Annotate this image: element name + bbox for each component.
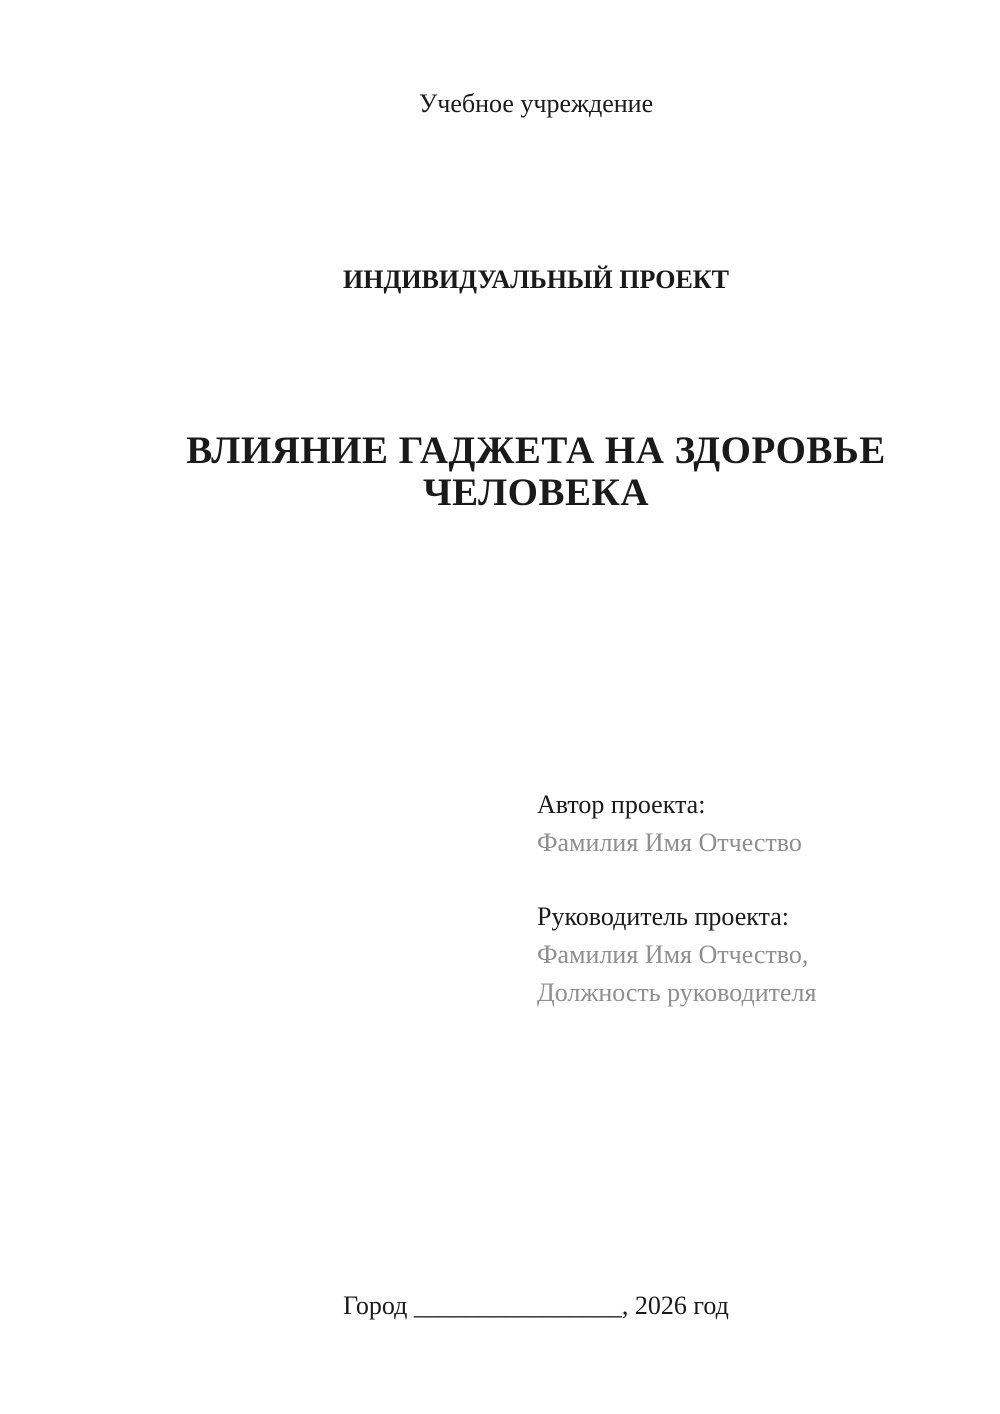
supervisor-label: Руководитель проекта: xyxy=(537,902,790,931)
institution-line: Учебное учреждение xyxy=(418,89,654,118)
supervisor-position-placeholder: Должность руководителя xyxy=(537,978,817,1007)
author-label: Автор проекта: xyxy=(537,790,706,819)
project-title xyxy=(143,430,929,514)
city-year-line: Город ________________, 2026 год xyxy=(343,1291,729,1320)
project-title-line-2: ЧЕЛОВЕКА xyxy=(423,471,649,514)
author-group xyxy=(537,786,929,862)
credits-block xyxy=(537,786,929,1012)
supervisor-group xyxy=(537,898,929,1012)
project-title-line-1: ВЛИЯНИЕ ГАДЖЕТА НА ЗДОРОВЬЕ xyxy=(186,429,886,472)
author-name-placeholder: Фамилия Имя Отчество xyxy=(537,828,802,857)
document-type-heading: ИНДИВИДУАЛЬНЫЙ ПРОЕКТ xyxy=(343,265,729,294)
supervisor-name-placeholder: Фамилия Имя Отчество, xyxy=(537,940,809,969)
